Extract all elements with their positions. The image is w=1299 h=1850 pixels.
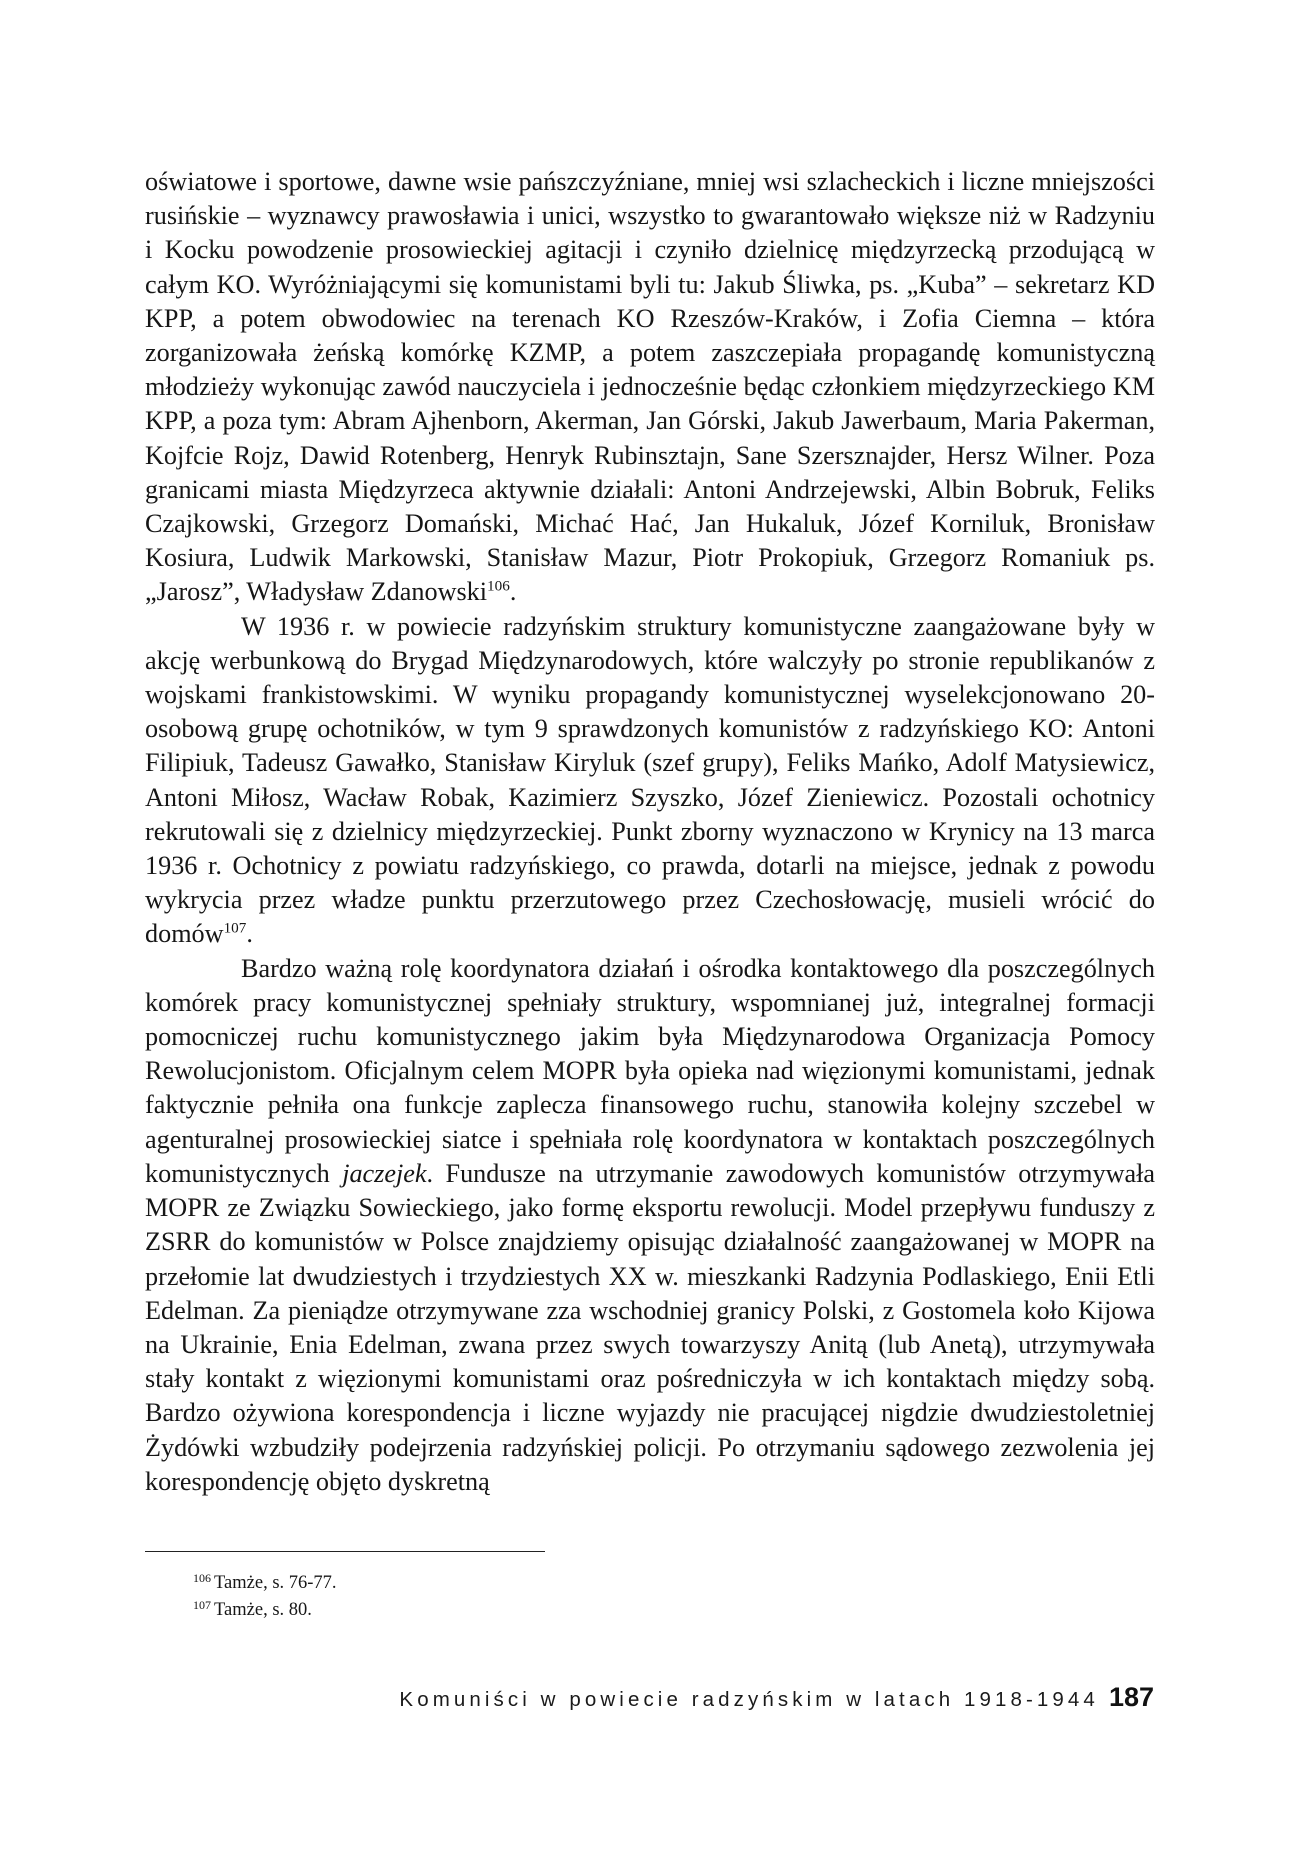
paragraph-text: Bardzo ważną rolę koordynatora działań i ośrodka kontaktowego dla poszczególnych komórek pracy komunistycznej spełniały struktury, wspomnianej już, integralnej formacji pomocniczej ruchu komunistycznego jakim była Międzynarodowa Organizacja Pomocy Rewolucjonistom. Oficjalnym celem MOPR była opieka nad więzionymi komunistami, jednak faktycznie pełniła ona funkcje zaplecza finansowego ruchu, stanowiła kolejny szczebel w agenturalnej prosowieckiej siatce i spełniała rolę koordynatora w kontaktach poszczególnych komunistycznych: [145, 953, 1155, 1188]
paragraph: [145, 952, 1155, 1499]
footnote-text: Tamże, s. 80.: [214, 1600, 312, 1620]
main-text: [145, 165, 1155, 1499]
footnote: [193, 1597, 337, 1624]
footnote-text: Tamże, s. 76-77.: [214, 1573, 337, 1593]
paragraph-text: oświatowe i sportowe, dawne wsie pańszczyźniane, mniej wsi szlacheckich i liczne mniejszości rusińskie – wyznawcy prawosławia i unici, wszystko to gwarantowało większe niż w Radzyniu i Kocku powodzenie prosowieckiej agitacji i czyniło dzielnicę międzyrzecką przodującą w całym KO. Wyróżniającymi się komunistami byli tu: Jakub Śliwka, ps. „Kuba” – sekretarz KD KPP, a potem obwodowiec na terenach KO Rzeszów-Kraków, i Zofia Ciemna – która zorganizowała żeńską komórkę KZMP, a potem zaszczepiała propagandę komunistyczną młodzieży wykonując zawód nauczyciela i jednocześnie będąc członkiem międzyrzeckiego KM KPP, a poza tym: Abram Ajhenborn, Akerman, Jan Górski, Jakub Jawerbaum, Maria Pakerman, Kojfcie Rojz, Dawid Rotenberg, Henryk Rubinsztajn, Sane Szersznajder, Hersz Wilner. Poza granicami miasta Międzyrzeca aktywnie działali: Antoni Andrzejewski, Albin Bobruk, Feliks Czajkowski, Grzegorz Domański, Michać Hać, Jan Hukaluk, Józef Korniluk, Bronisław Kosiura, Ludwik Markowski, Stanisław Mazur, Piotr Prokopiuk, Grzegorz Romaniuk ps. „Jarosz”, Władysław Zdanowski: [145, 167, 1155, 607]
footnote-reference[interactable]: 107: [223, 920, 247, 938]
page-footer: [318, 1682, 1154, 1713]
page-number: 187: [1108, 1682, 1154, 1712]
footnote-reference[interactable]: 106: [487, 578, 510, 596]
footnote: [193, 1570, 337, 1597]
paragraph-text: W 1936 r. w powiecie radzyńskim struktury komunistyczne zaangażowane były w akcję werbunkową do Brygad Międzynarodowych, które walczyły po stronie republikanów z wojskami frankistowskimi. W wyniku propagandy komunistycznej wyselekcjonowano 20-osobową grupę ochotników, w tym 9 sprawdzonych komunistów z radzyńskiego KO: Antoni Filipiuk, Tadeusz Gawałko, Stanisław Kiryluk (szef grupy), Feliks Mańko, Adolf Matysiewicz, Antoni Miłosz, Wacław Robak, Kazimierz Szyszko, Józef Zieniewicz. Pozostali ochotnicy rekrutowali się z dzielnicy międzyrzeckiej. Punkt zborny wyznaczono w Krynicy na 13 marca 1936 r. Ochotnicy z powiatu radzyńskiego, co prawda, dotarli na miejsce, jednak z powodu wykrycia przez władze punktu przerzutowego przez Czechosłowację, musieli wrócić do domów: [145, 611, 1155, 949]
paragraph: [145, 165, 1155, 610]
italic-term: jaczejek: [342, 1158, 427, 1188]
footnote-number: 107: [193, 1598, 212, 1612]
footnotes: [193, 1570, 337, 1624]
footnote-number: 106: [193, 1571, 212, 1585]
footnote-separator: [145, 1551, 545, 1552]
paragraph: [145, 610, 1155, 952]
running-title: Komuniści w powiecie radzyńskim w latach 1918-1944: [399, 1688, 1099, 1711]
paragraph-text-tail: .: [509, 577, 517, 607]
paragraph-text-tail: .: [246, 919, 253, 949]
paragraph-text-tail: . Fundusze na utrzymanie zawodowych komunistów otrzymywała MOPR ze Związku Sowieckiego, jako formę eksportu rewolucji. Model przepływu funduszy z ZSRR do komunistów w Polsce znajdziemy opisując działalność zaangażowanej w MOPR na przełomie lat dwudziestych i trzydziestych XX w. mieszkanki Radzynia Podlaskiego, Enii Etli Edelman. Za pieniądze otrzymywane zza wschodniej granicy Polski, z Gostomela koło Kijowa na Ukrainie, Enia Edelman, zwana przez swych towarzyszy Anitą (lub Anetą), utrzymywała stały kontakt z więzionymi komunistami oraz pośredniczyła w ich kontaktach między sobą. Bardzo ożywiona korespondencja i liczne wyjazdy nie pracującej nigdzie dwudziestoletniej Żydówki wzbudziły podejrzenia radzyńskiej policji. Po otrzymaniu sądowego zezwolenia jej korespondencję objęto dyskretną: [145, 1158, 1156, 1496]
